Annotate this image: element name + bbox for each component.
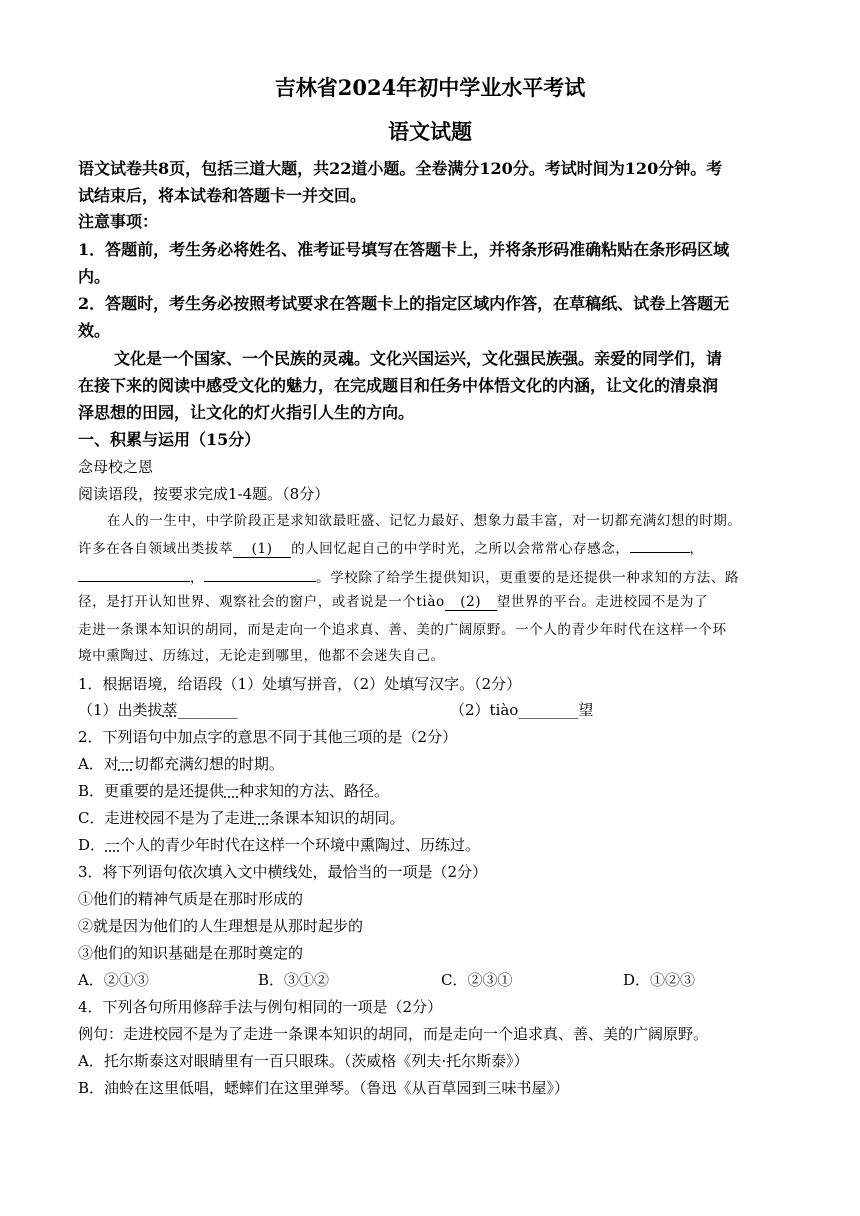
exam-title: 吉林省2024年初中学业水平考试: [274, 75, 586, 100]
q3-sentence-1: ①他们的精神气质是在那时形成的: [78, 890, 304, 908]
q4-option-b: B．油蛉在这里低唱，蟋蟀们在这里弹琴。（鲁迅《从百草园到三味书屋》）: [78, 1079, 570, 1097]
q2-option-text: A．对: [78, 755, 119, 773]
passage-line-1: 在人的一生中，中学阶段正是求知欲最旺盛、记忆力最好、想象力最丰富，对一切都充满幻想的时期。: [107, 513, 742, 529]
q2-option-c: [78, 808, 405, 828]
blank-sentence-1: [630, 537, 690, 553]
q2-option-text: B．更重要的是还提供: [78, 782, 225, 800]
q3-option-d: D．①②③: [623, 971, 696, 989]
q3-stem: 3．将下列语句依次填入文中横线处，最恰当的一项是（2分）: [78, 863, 488, 881]
passage-text: ，: [190, 570, 205, 586]
q4-stem: 4．下列各句所用修辞手法与例句相同的一项是（2分）: [78, 998, 443, 1016]
passage-line-4: [78, 592, 708, 612]
passage-text: ，: [689, 541, 704, 557]
q2-option-d: [78, 835, 480, 855]
q2-option-text: 切都充满幻想的时期。: [133, 755, 284, 773]
q2-dotted-char: 一: [224, 782, 240, 800]
q2-option-text: 个人的青少年时代在这样一个环境中熏陶过、历练过。: [120, 836, 481, 854]
q1-part-1-blank: ________: [177, 701, 238, 719]
passage-text: 许多在各自领域出类拔萃: [78, 541, 234, 557]
q2-dotted-char: 一: [105, 836, 121, 854]
passage-line-5: 走进一条课本知识的胡同，而是走向一个追求真、善、美的广阔原野。一个人的青少年时代在这样一个环: [78, 622, 727, 638]
blank-sentence-2: [78, 566, 190, 582]
passage-line-2: [78, 537, 704, 559]
section-instruction: 阅读语段，按要求完成1-4题。（8分）: [78, 485, 330, 503]
q3-option-b: B．③①②: [258, 971, 330, 989]
notice-item-1: 1．答题前，考生务必将姓名、准考证号填写在答题卡上，并将条形码准确粘贴在条形码区域: [78, 240, 730, 259]
intro-line-2: 试结束后，将本试卷和答题卡一并交回。: [78, 186, 367, 205]
notice-item-2: 2．答题时，考生务必按照考试要求在答题卡上的指定区域内作答，在草稿纸、试卷上答题无: [78, 294, 730, 313]
q2-option-b: [78, 781, 389, 801]
section-heading: 一、积累与运用（15分）: [78, 430, 261, 449]
intro-line-1: 语文试卷共8页，包括三道大题，共22道小题。全卷满分120分。考试时间为120分钟。考: [78, 159, 723, 178]
passage-line-3: [78, 566, 739, 588]
q2-option-text: C．走进校园不是为了走进: [78, 809, 255, 827]
q1-part-1-text: （1）出类拔: [78, 701, 163, 719]
preface-line-2: 在接下来的阅读中感受文化的魅力，在完成题目和任务中体悟文化的内涵，让文化的清泉润: [78, 376, 719, 395]
q3-option-a: A．②①③: [78, 971, 149, 989]
q2-dotted-char: 一: [118, 755, 134, 773]
q1-part-1: [78, 700, 238, 720]
passage-text: 望世界的平台。走进校园不是为了: [496, 594, 709, 610]
q4-example: 例句：走进校园不是为了走进一条课本知识的胡同，而是走向一个追求真、善、美的广阔原野。: [78, 1025, 709, 1043]
q2-stem: 2．下列语句中加点字的意思不同于其他三项的是（2分）: [78, 728, 458, 746]
notice-item-1-cont: 内。: [78, 267, 111, 286]
preface-line-3: 泽思想的田园，让文化的灯火指引人生的方向。: [78, 403, 415, 422]
q2-option-a: [78, 754, 284, 774]
blank-1: (1): [233, 541, 291, 558]
q1-dotted-char: 萃: [162, 701, 178, 719]
q3-option-c: C．②③①: [441, 971, 513, 989]
passage-line-6: 境中熏陶过、历练过，无论走到哪里，他都不会迷失自己。: [78, 648, 445, 664]
q2-dotted-char: 一: [254, 809, 270, 827]
passage-text: 径，是打开认知世界、观察社会的窗户，或者说是一个tiào: [78, 594, 445, 610]
preface-line-1: 文化是一个国家、一个民族的灵魂。文化兴国运兴，文化强民族强。亲爱的同学们，请: [114, 349, 723, 368]
q2-option-text: D．: [78, 836, 106, 854]
q4-option-a: A．托尔斯泰这对眼睛里有一百只眼珠。（茨威格《列夫·托尔斯泰》）: [78, 1052, 529, 1070]
section-topic: 念母校之恩: [78, 458, 154, 476]
notice-heading: 注意事项：: [78, 212, 159, 231]
passage-text: 。学校除了给学生提供知识，更重要的是还提供一种求知的方法、路: [316, 570, 740, 586]
q1-part-2: （2）tiào________望: [450, 701, 594, 719]
passage-text: 的人回忆起自己的中学时光，之所以会常常心存感念，: [291, 541, 630, 557]
exam-subtitle: 语文试题: [388, 119, 472, 144]
q3-sentence-2: ②就是因为他们的人生理想是从那时起步的: [78, 917, 364, 935]
q3-sentence-3: ③他们的知识基础是在那时奠定的: [78, 944, 304, 962]
notice-item-2-cont: 效。: [78, 321, 111, 340]
q2-option-text: 种求知的方法、路径。: [239, 782, 390, 800]
q1-stem: 1．根据语境，给语段（1）处填写拼音，（2）处填写汉字。（2分）: [78, 675, 522, 693]
blank-sentence-3: [204, 566, 316, 582]
q2-option-text: 条课本知识的胡同。: [269, 809, 405, 827]
blank-2: (2): [445, 594, 497, 611]
